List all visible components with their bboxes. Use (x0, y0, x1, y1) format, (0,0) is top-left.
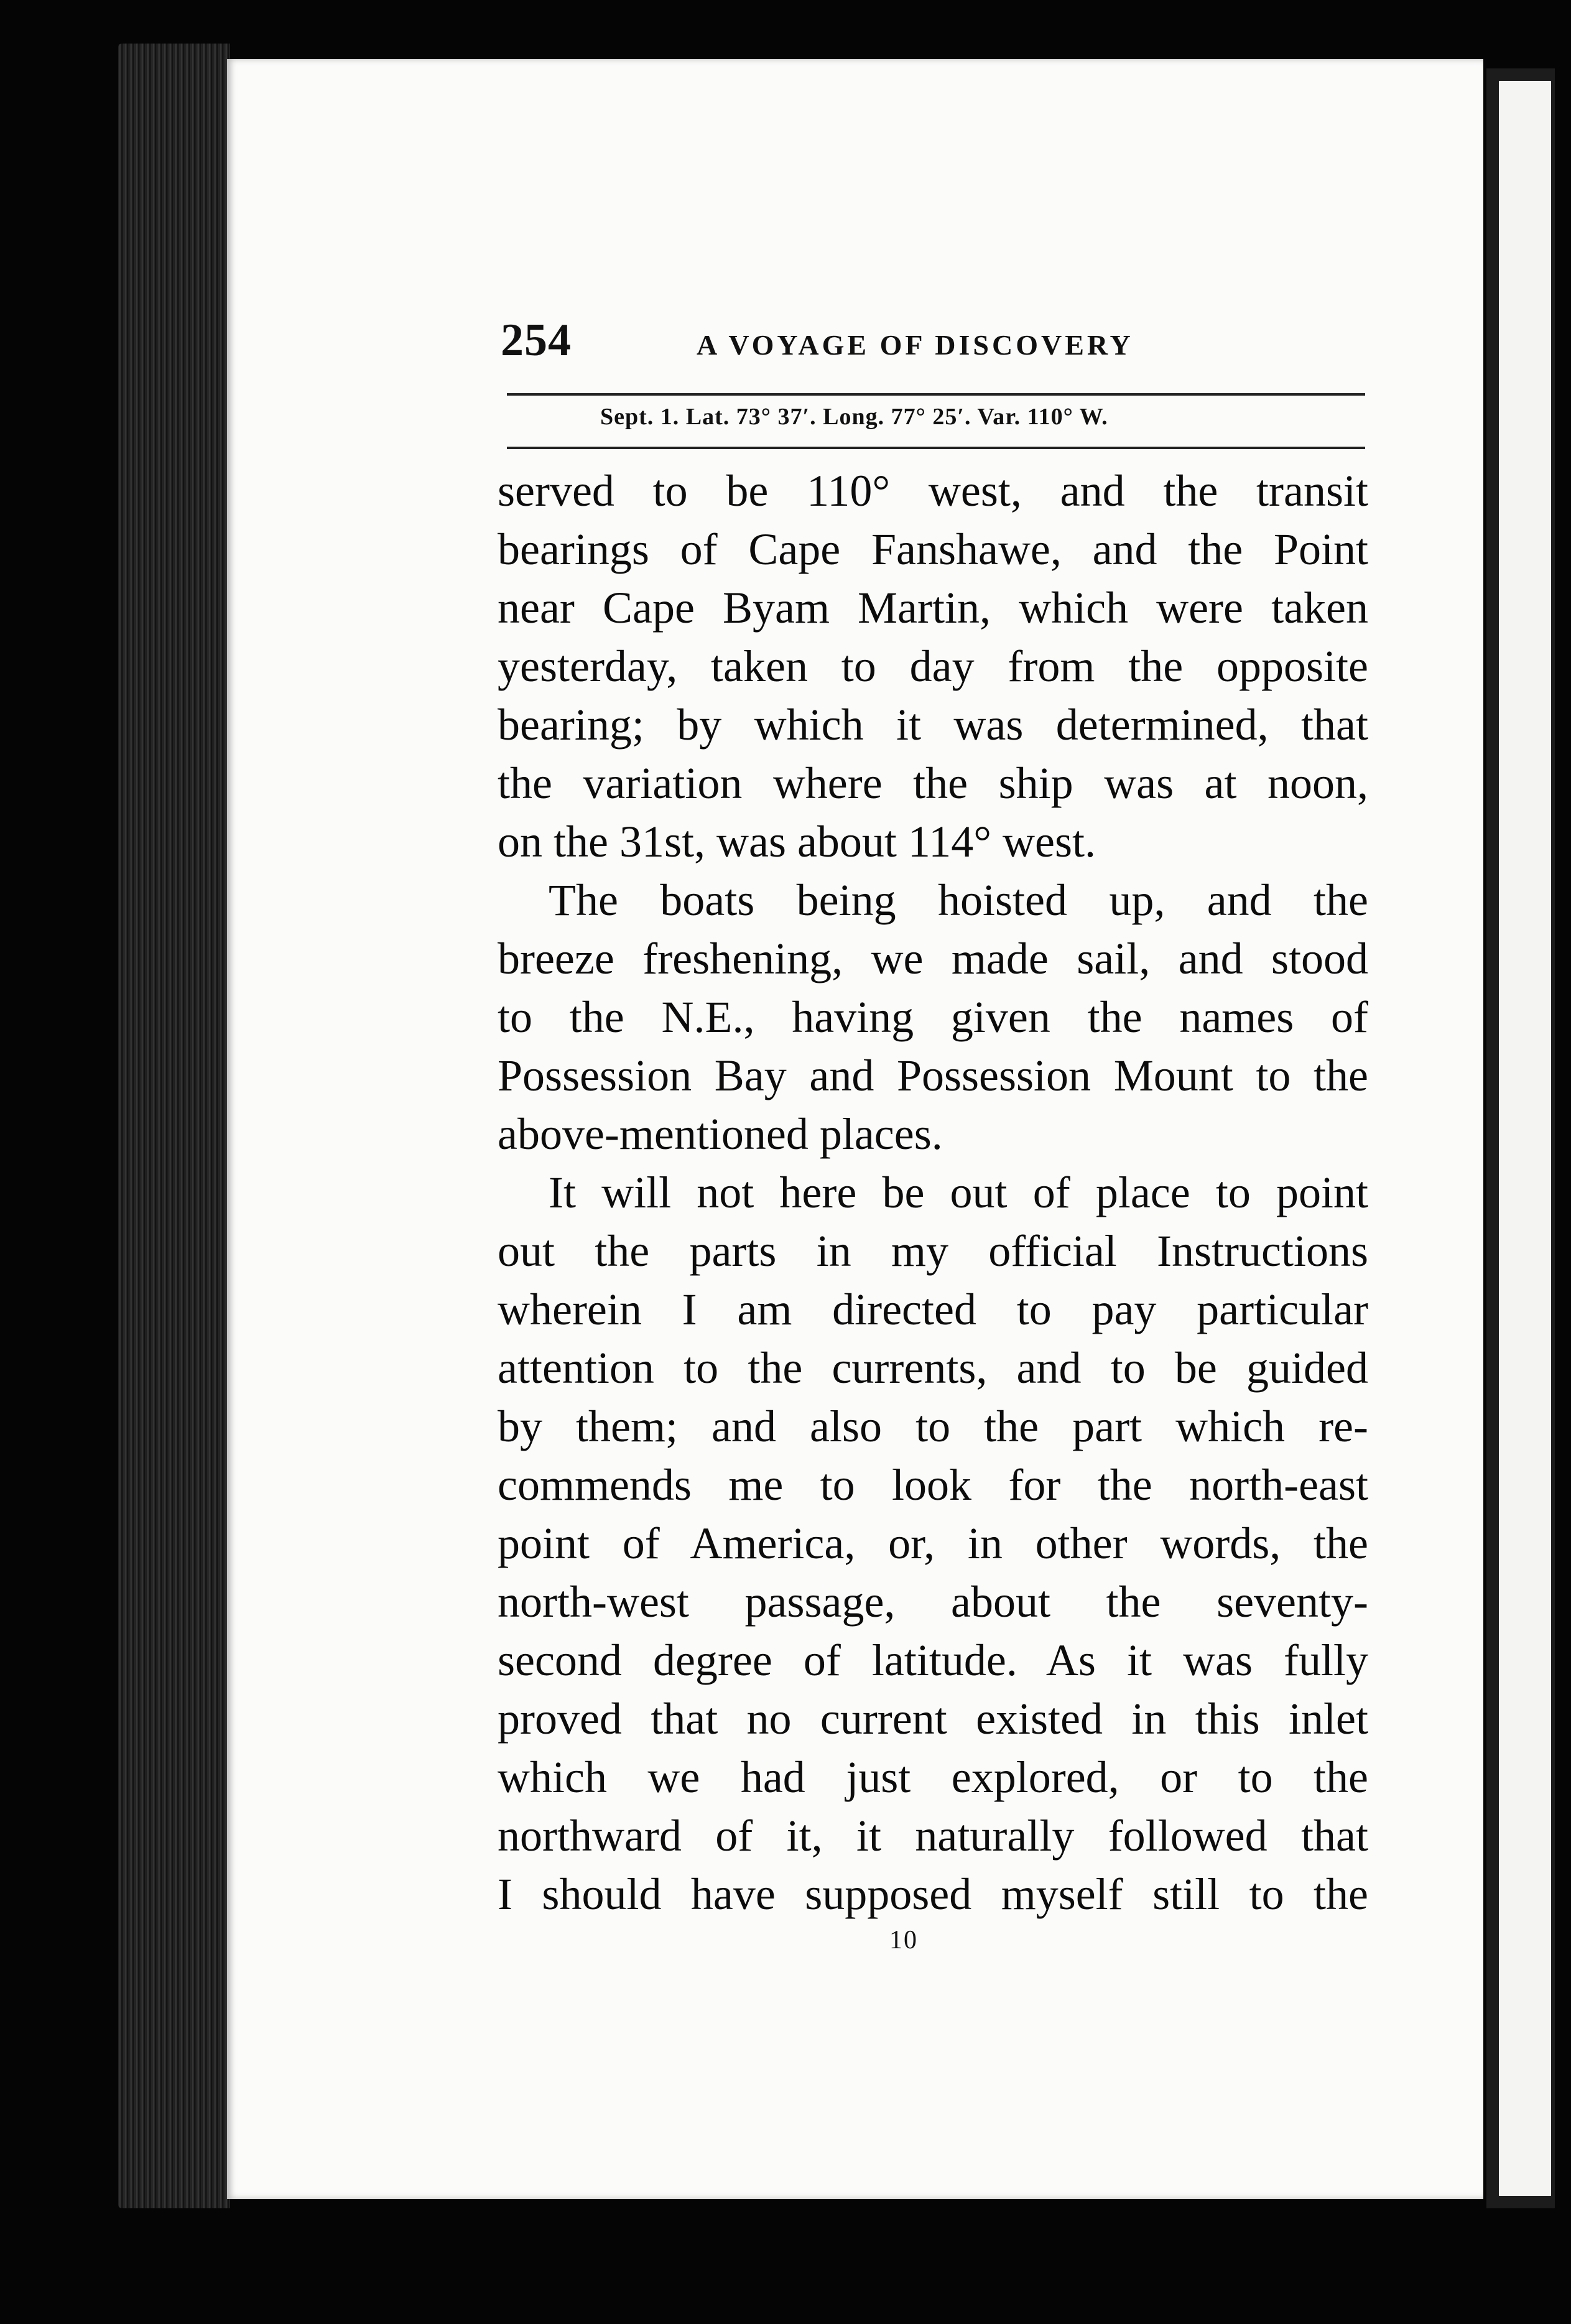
text-line: bearings of Cape Fanshawe, and the Point (498, 524, 1368, 574)
body-text (498, 462, 1368, 1942)
text-line: I should have supposed myself still to the (498, 1869, 1368, 1919)
text-line: which we had just explored, or to the (498, 1752, 1368, 1802)
text-line: point of America, or, in other words, the (498, 1518, 1368, 1568)
text-line: above-mentioned places. (498, 1109, 943, 1159)
text-line: served to be 110° west, and the transit (498, 466, 1368, 516)
position-sideline: Sept. 1. Lat. 73° 37′. Long. 77° 25′. Var. 110° W. (600, 404, 1108, 430)
text-line: commends me to look for the north-east (498, 1460, 1368, 1510)
text-line: to the N.E., having given the names of (498, 992, 1368, 1042)
text-line: north-west passage, about the seventy- (498, 1577, 1368, 1627)
book-page-edges (118, 44, 230, 2208)
text-line: It will not here be out of place to point (549, 1168, 1368, 1217)
text-line: on the 31st, was about 114° west. (498, 817, 1096, 867)
page-number: 254 (501, 315, 572, 366)
text-line: bearing; by which it was determined, that (498, 700, 1368, 750)
signature-mark: 10 (889, 1926, 918, 1954)
text-line: near Cape Byam Martin, which were taken (498, 583, 1368, 633)
text-line: The boats being hoisted up, and the (549, 875, 1368, 925)
text-line: northward of it, it naturally followed that (498, 1811, 1368, 1861)
facing-page-sliver (1499, 81, 1551, 2196)
text-line: by them; and also to the part which re- (498, 1401, 1368, 1451)
text-line: attention to the currents, and to be guided (498, 1343, 1368, 1393)
text-line: wherein I am directed to pay particular (498, 1285, 1368, 1334)
running-head (501, 314, 1371, 383)
top-rule (507, 393, 1365, 396)
text-line: yesterday, taken to day from the opposite (498, 641, 1368, 691)
text-line: second degree of latitude. As it was fully (498, 1635, 1368, 1685)
text-line: the variation where the ship was at noon, (498, 758, 1368, 808)
text-line: Possession Bay and Possession Mount to the (498, 1051, 1368, 1100)
running-title: A VOYAGE OF DISCOVERY (697, 329, 1134, 361)
text-line: out the parts in my official Instructions (498, 1226, 1368, 1276)
text-line: proved that no current existed in this inlet (498, 1694, 1368, 1744)
bottom-rule (507, 447, 1365, 449)
text-line: breeze freshening, we made sail, and stood (498, 934, 1368, 983)
